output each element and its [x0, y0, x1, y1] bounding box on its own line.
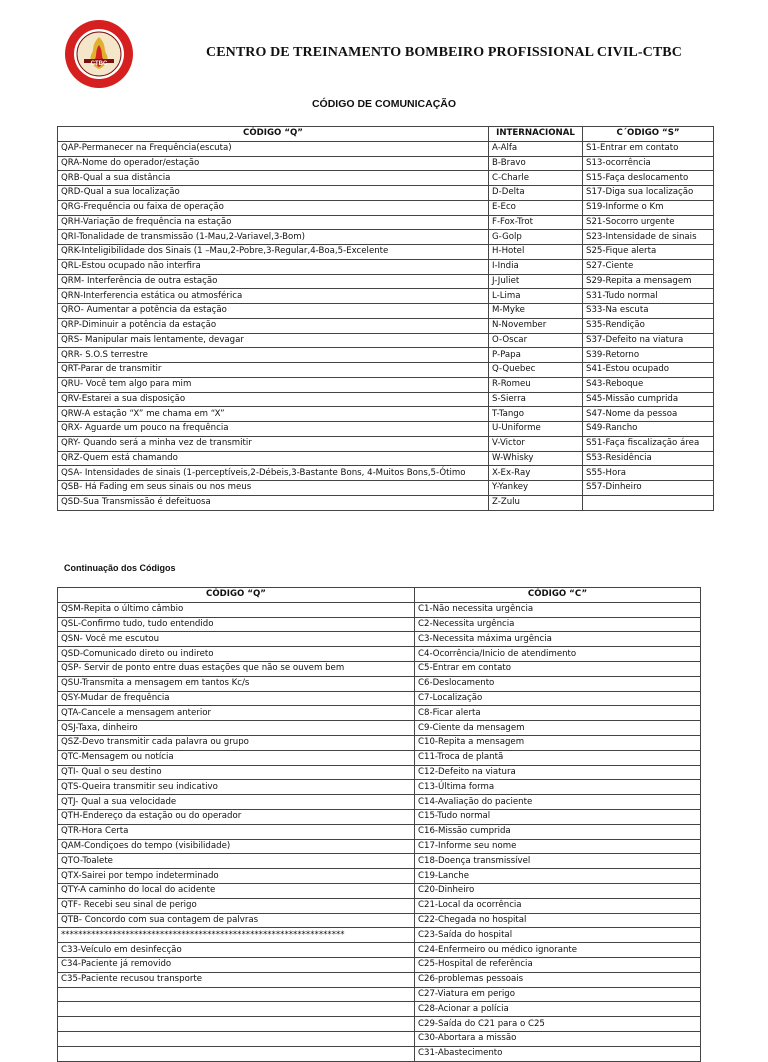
- table-row: [58, 957, 701, 972]
- table-row: [58, 304, 714, 319]
- c-code-cell: C10-Repita a mensagem: [415, 735, 701, 750]
- table-row: [58, 377, 714, 392]
- table-row: [58, 274, 714, 289]
- table-row: [58, 869, 701, 884]
- international-cell: E-Eco: [489, 200, 583, 215]
- table-row: [58, 156, 714, 171]
- international-cell: I-India: [489, 259, 583, 274]
- s-code-cell: S21-Socorro urgente: [583, 215, 714, 230]
- column-header-c-code: CÓDIGO “C”: [415, 588, 701, 603]
- international-cell: X-Ex-Ray: [489, 466, 583, 481]
- s-code-cell: S55-Hora: [583, 466, 714, 481]
- q-code-cell: [58, 1046, 415, 1061]
- table-row: [58, 943, 701, 958]
- international-cell: R-Romeu: [489, 377, 583, 392]
- q-code-cell: QRD-Qual a sua localização: [58, 186, 489, 201]
- table-row: [58, 647, 701, 662]
- table-row: [58, 987, 701, 1002]
- q-code-cell: QRK-Inteligibilidade dos Sinais (1 –Mau,2-Pobre,3-Regular,4-Boa,5-Excelente: [58, 245, 489, 260]
- table-row: [58, 632, 701, 647]
- c-code-cell: C19-Lanche: [415, 869, 701, 884]
- s-code-cell: S53-Residência: [583, 451, 714, 466]
- international-cell: G-Golp: [489, 230, 583, 245]
- table-row: [58, 481, 714, 496]
- q-code-cell: QSU-Transmita a mensagem em tantos Kc/s: [58, 676, 415, 691]
- table-row: [58, 407, 714, 422]
- table-row: [58, 259, 714, 274]
- q-code-cell: C33-Veículo em desinfecção: [58, 943, 415, 958]
- q-code-cell: C34-Paciente já removido: [58, 957, 415, 972]
- s-code-cell: S25-Fique alerta: [583, 245, 714, 260]
- c-code-cell: C23-Saída do hospital: [415, 928, 701, 943]
- table-row: [58, 972, 701, 987]
- international-cell: S-Sierra: [489, 392, 583, 407]
- codes-table-continuation-body: [58, 602, 701, 1061]
- table-row: [58, 617, 701, 632]
- s-code-cell: S57-Dinheiro: [583, 481, 714, 496]
- q-code-cell: QSY-Mudar de frequência: [58, 691, 415, 706]
- q-code-cell: QTY-A caminho do local do acidente: [58, 883, 415, 898]
- table-row: [58, 436, 714, 451]
- table-row: [58, 691, 701, 706]
- organization-name: CENTRO DE TREINAMENTO BOMBEIRO PROFISSIONAL CIVIL-CTBC: [206, 45, 682, 60]
- table-row: [58, 1046, 701, 1061]
- international-cell: F-Fox-Trot: [489, 215, 583, 230]
- c-code-cell: C16-Missão cumprida: [415, 824, 701, 839]
- q-code-cell: QSD-Sua Transmissão é defeituosa: [58, 495, 489, 510]
- q-code-cell: QRH-Variação de frequência na estação: [58, 215, 489, 230]
- table-row: [58, 1002, 701, 1017]
- s-code-cell: S13-ocorrência: [583, 156, 714, 171]
- column-header-international: INTERNACIONAL: [489, 127, 583, 142]
- ctbc-logo: [64, 19, 134, 89]
- table-row: [58, 186, 714, 201]
- q-code-cell: QRL-Estou ocupado não interfira: [58, 259, 489, 274]
- q-code-cell: QTA-Cancele a mensagem anterior: [58, 706, 415, 721]
- table-header-row: [58, 588, 701, 603]
- international-cell: O-Oscar: [489, 333, 583, 348]
- q-code-cell: [58, 1017, 415, 1032]
- codes-table-main-body: [58, 141, 714, 510]
- q-code-cell: QTC-Mensagem ou notícia: [58, 750, 415, 765]
- q-code-cell: C35-Paciente recusou transporte: [58, 972, 415, 987]
- international-cell: U-Uniforme: [489, 422, 583, 437]
- table-row: [58, 289, 714, 304]
- q-code-cell: QRU- Você tem algo para mim: [58, 377, 489, 392]
- q-code-cell: QSL-Confirmo tudo, tudo entendido: [58, 617, 415, 632]
- s-code-cell: S45-Missão cumprida: [583, 392, 714, 407]
- c-code-cell: C29-Saída do C21 para o C25: [415, 1017, 701, 1032]
- international-cell: C-Charle: [489, 171, 583, 186]
- international-cell: L-Lima: [489, 289, 583, 304]
- q-code-cell: QAP-Permanecer na Frequência(escuta): [58, 141, 489, 156]
- table-row: [58, 200, 714, 215]
- c-code-cell: C21-Local da ocorrência: [415, 898, 701, 913]
- s-code-cell: S27-Ciente: [583, 259, 714, 274]
- q-code-cell: QRT-Parar de transmitir: [58, 363, 489, 378]
- table-row: [58, 809, 701, 824]
- q-code-cell: QTH-Endereço da estação ou do operador: [58, 809, 415, 824]
- international-cell: Z-Zulu: [489, 495, 583, 510]
- c-code-cell: C6-Deslocamento: [415, 676, 701, 691]
- column-header-q-code: CÓDIGO “Q”: [58, 588, 415, 603]
- international-cell: D-Delta: [489, 186, 583, 201]
- table-row: [58, 824, 701, 839]
- table-row: [58, 422, 714, 437]
- s-code-cell: S15-Faça deslocamento: [583, 171, 714, 186]
- q-code-cell: QTO-Toalete: [58, 854, 415, 869]
- international-cell: T-Tango: [489, 407, 583, 422]
- c-code-cell: C4-Ocorrência/Inicio de atendimento: [415, 647, 701, 662]
- q-code-cell: QRR- S.O.S terrestre: [58, 348, 489, 363]
- c-code-cell: C24-Enfermeiro ou médico ignorante: [415, 943, 701, 958]
- table-row: [58, 928, 701, 943]
- table-row: [58, 661, 701, 676]
- table-header-row: [58, 127, 714, 142]
- table-row: [58, 451, 714, 466]
- table-row: [58, 333, 714, 348]
- s-code-cell: S49-Rancho: [583, 422, 714, 437]
- international-cell: B-Bravo: [489, 156, 583, 171]
- table-row: [58, 795, 701, 810]
- c-code-cell: C14-Avaliação do paciente: [415, 795, 701, 810]
- international-cell: H-Hotel: [489, 245, 583, 260]
- table-row: [58, 854, 701, 869]
- international-cell: P-Papa: [489, 348, 583, 363]
- q-code-cell: QTX-Sairei por tempo indeterminado: [58, 869, 415, 884]
- s-code-cell: S31-Tudo normal: [583, 289, 714, 304]
- c-code-cell: C27-Viatura em perigo: [415, 987, 701, 1002]
- c-code-cell: C31-Abastecimento: [415, 1046, 701, 1061]
- q-code-cell: QRV-Estarei a sua disposição: [58, 392, 489, 407]
- international-cell: M-Myke: [489, 304, 583, 319]
- q-code-cell: ******************************************************************: [58, 928, 415, 943]
- table-row: [58, 1017, 701, 1032]
- s-code-cell: S51-Faça fiscalização área: [583, 436, 714, 451]
- international-cell: N-November: [489, 318, 583, 333]
- q-code-cell: QTR-Hora Certa: [58, 824, 415, 839]
- c-code-cell: C1-Não necessita urgência: [415, 602, 701, 617]
- q-code-cell: QTB- Concordo com sua contagem de palvras: [58, 913, 415, 928]
- q-code-cell: QRA-Nome do operador/estação: [58, 156, 489, 171]
- table-row: [58, 230, 714, 245]
- s-code-cell: S47-Nome da pessoa: [583, 407, 714, 422]
- international-cell: V-Victor: [489, 436, 583, 451]
- q-code-cell: QRZ-Quem está chamando: [58, 451, 489, 466]
- table-row: [58, 898, 701, 913]
- table-row: [58, 839, 701, 854]
- c-code-cell: C17-Informe seu nome: [415, 839, 701, 854]
- column-header-s-code: C´ODIGO “S”: [583, 127, 714, 142]
- q-code-cell: QAM-Condiçoes do tempo (visibilidade): [58, 839, 415, 854]
- table-row: [58, 495, 714, 510]
- q-code-cell: QRO- Aumentar a potência da estação: [58, 304, 489, 319]
- q-code-cell: QTI- Qual o seu destino: [58, 765, 415, 780]
- q-code-cell: QSN- Você me escutou: [58, 632, 415, 647]
- c-code-cell: C26-problemas pessoais: [415, 972, 701, 987]
- table-row: [58, 602, 701, 617]
- c-code-cell: C30-Abortara a missão: [415, 1031, 701, 1046]
- table-row: [58, 363, 714, 378]
- c-code-cell: C5-Entrar em contato: [415, 661, 701, 676]
- table-row: [58, 750, 701, 765]
- q-code-cell: QRY- Quando será a minha vez de transmitir: [58, 436, 489, 451]
- q-code-cell: QSB- Há Fading em seus sinais ou nos meus: [58, 481, 489, 496]
- q-code-cell: QTF- Recebi seu sinal de perigo: [58, 898, 415, 913]
- c-code-cell: C9-Ciente da mensagem: [415, 721, 701, 736]
- q-code-cell: QSJ-Taxa, dinheiro: [58, 721, 415, 736]
- c-code-cell: C25-Hospital de referência: [415, 957, 701, 972]
- c-code-cell: C13-Última forma: [415, 780, 701, 795]
- table-row: [58, 883, 701, 898]
- table-row: [58, 348, 714, 363]
- q-code-cell: QSD-Comunicado direto ou indireto: [58, 647, 415, 662]
- c-code-cell: C22-Chegada no hospital: [415, 913, 701, 928]
- document-title: CÓDIGO DE COMUNICAÇÃO: [311, 98, 457, 110]
- q-code-cell: QSZ-Devo transmitir cada palavra ou grupo: [58, 735, 415, 750]
- table-row: [58, 780, 701, 795]
- c-code-cell: C15-Tudo normal: [415, 809, 701, 824]
- c-code-cell: C8-Ficar alerta: [415, 706, 701, 721]
- s-code-cell: S35-Rendição: [583, 318, 714, 333]
- table-row: [58, 1031, 701, 1046]
- s-code-cell: S19-Informe o Km: [583, 200, 714, 215]
- table-row: [58, 721, 701, 736]
- c-code-cell: C18-Doença transmissível: [415, 854, 701, 869]
- table-row: [58, 318, 714, 333]
- s-code-cell: S33-Na escuta: [583, 304, 714, 319]
- q-code-cell: QRI-Tonalidade de transmissão (1-Mau,2-Variavel,3-Bom): [58, 230, 489, 245]
- table-row: [58, 245, 714, 260]
- s-code-cell: [583, 495, 714, 510]
- c-code-cell: C28-Acionar a polícia: [415, 1002, 701, 1017]
- table-row: [58, 735, 701, 750]
- s-code-cell: S29-Repita a mensagem: [583, 274, 714, 289]
- svg-text:CTBC: CTBC: [90, 61, 108, 67]
- table-row: [58, 215, 714, 230]
- table-row: [58, 392, 714, 407]
- c-code-cell: C20-Dinheiro: [415, 883, 701, 898]
- s-code-cell: S39-Retorno: [583, 348, 714, 363]
- c-code-cell: C2-Necessita urgência: [415, 617, 701, 632]
- q-code-cell: QSA- Intensidades de sinais (1-perceptíveis,2-Débeis,3-Bastante Bons, 4-Muitos Bons,5-Ótimo: [58, 466, 489, 481]
- q-code-cell: QRP-Diminuir a potência da estação: [58, 318, 489, 333]
- q-code-cell: QSM-Repita o último câmbio: [58, 602, 415, 617]
- international-cell: A-Alfa: [489, 141, 583, 156]
- q-code-cell: [58, 1002, 415, 1017]
- q-code-cell: QRS- Manipular mais lentamente, devagar: [58, 333, 489, 348]
- table-row: [58, 913, 701, 928]
- table-row: [58, 141, 714, 156]
- continuation-heading: Continuação dos Códigos: [64, 563, 176, 573]
- q-code-cell: [58, 1031, 415, 1046]
- s-code-cell: S23-Intensidade de sinais: [583, 230, 714, 245]
- s-code-cell: S37-Defeito na viatura: [583, 333, 714, 348]
- s-code-cell: S1-Entrar em contato: [583, 141, 714, 156]
- q-code-cell: QRN-Interferencia estática ou atmosférica: [58, 289, 489, 304]
- s-code-cell: S41-Estou ocupado: [583, 363, 714, 378]
- s-code-cell: S17-Diga sua localização: [583, 186, 714, 201]
- q-code-cell: QTJ- Qual a sua velocidade: [58, 795, 415, 810]
- international-cell: Y-Yankey: [489, 481, 583, 496]
- table-row: [58, 765, 701, 780]
- q-code-cell: [58, 987, 415, 1002]
- c-code-cell: C12-Defeito na viatura: [415, 765, 701, 780]
- codes-table-main: [57, 126, 714, 511]
- international-cell: W-Whisky: [489, 451, 583, 466]
- codes-table-continuation: [57, 587, 701, 1062]
- c-code-cell: C3-Necessita máxima urgência: [415, 632, 701, 647]
- c-code-cell: C11-Troca de plantã: [415, 750, 701, 765]
- q-code-cell: QRG-Frequência ou faixa de operação: [58, 200, 489, 215]
- q-code-cell: QRW-A estação “X” me chama em “X”: [58, 407, 489, 422]
- q-code-cell: QRB-Qual a sua distância: [58, 171, 489, 186]
- table-row: [58, 466, 714, 481]
- table-row: [58, 171, 714, 186]
- q-code-cell: QSP- Servir de ponto entre duas estações que não se ouvem bem: [58, 661, 415, 676]
- q-code-cell: QTS-Queira transmitir seu indicativo: [58, 780, 415, 795]
- q-code-cell: QRX- Aguarde um pouco na frequência: [58, 422, 489, 437]
- international-cell: J-Juliet: [489, 274, 583, 289]
- column-header-q-code: CÓDIGO “Q”: [58, 127, 489, 142]
- table-row: [58, 676, 701, 691]
- international-cell: Q-Quebec: [489, 363, 583, 378]
- s-code-cell: S43-Reboque: [583, 377, 714, 392]
- table-row: [58, 706, 701, 721]
- c-code-cell: C7-Localização: [415, 691, 701, 706]
- q-code-cell: QRM- Interferência de outra estação: [58, 274, 489, 289]
